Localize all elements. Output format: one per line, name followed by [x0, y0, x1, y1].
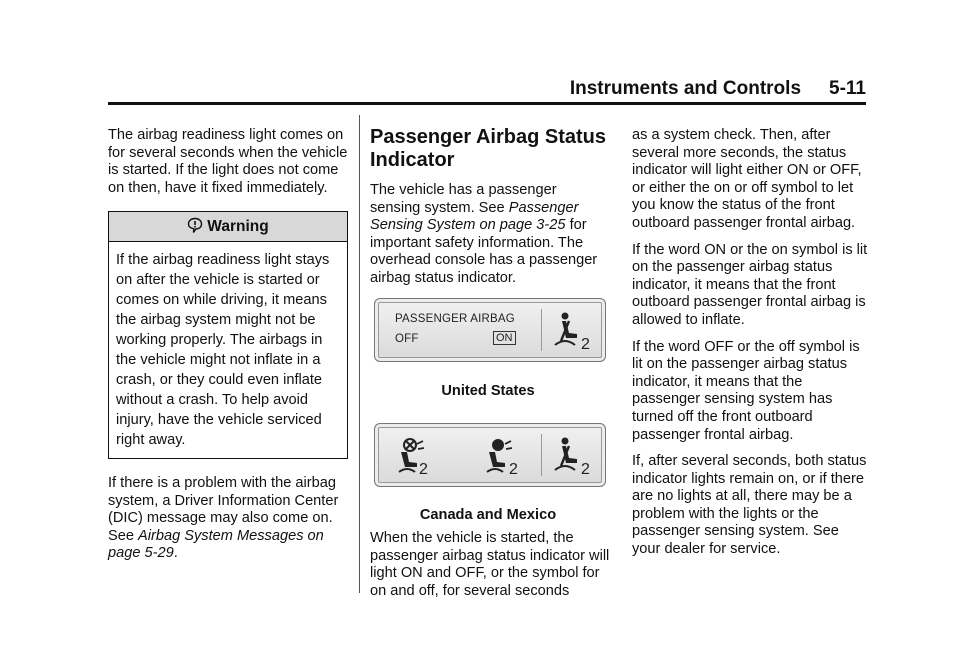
header-rule: [108, 102, 866, 105]
panel-passenger-airbag-label: PASSENGER AIRBAG: [395, 313, 515, 325]
panel-divider-ca: [541, 434, 542, 476]
warning-icon: [187, 217, 203, 234]
seated-passenger-icon-ca: [553, 436, 597, 476]
warning-body: If the airbag readiness light stays on after the vehicle is started or comes on while driving, it means the airbag system might not be working properly. The airbags in the vehicle might not inflate in a crash, or they could even inflate without a crash. To help avoid injury, have the vehicle serviced right away.: [116, 251, 330, 448]
airbag-on-icon: [483, 436, 527, 476]
column-divider: [359, 115, 360, 593]
caption-canada-mexico: Canada and Mexico: [419, 507, 557, 523]
page-header: [108, 78, 866, 100]
column-2-bottom: [370, 530, 610, 609]
dic-paragraph: [108, 475, 348, 563]
col3-paragraph-3: If the word OFF or the off symbol is lit on the passenger airbag status indicator, it means that the passenger sensing system has turned off the front outboard passenger frontal airbag.: [632, 338, 860, 443]
panel-ca-number-1: 2: [419, 461, 428, 476]
column-2: [370, 127, 610, 297]
us-indicator-panel: [374, 298, 606, 362]
startup-paragraph: When the vehicle is started, the passenger airbag status indicator will light ON and OFF, or the symbol for on and off, for several seconds: [370, 530, 610, 599]
column-3: [632, 127, 870, 568]
dic-text: If there is a problem with the airbag system, a Driver Information Center (DIC) message may also come on. See: [108, 474, 339, 544]
caption-united-states: United States: [441, 383, 535, 399]
panel-off-label: OFF: [395, 333, 419, 345]
sensing-reference-link[interactable]: Passenger Sensing System on page 3-25: [370, 199, 579, 234]
airbag-off-icon: [397, 436, 441, 476]
page-number: 5-11: [829, 78, 866, 99]
panel-ca-number-3: 2: [581, 461, 590, 476]
warning-box: [108, 211, 348, 459]
dic-end: .: [173, 545, 178, 562]
col3-paragraph-1: as a system check. Then, after several more seconds, the status indicator will light either ON or OFF, or either the on or off symbol to let you know the status of the front outboard passenger frontal airbag.: [632, 127, 862, 231]
intro-paragraph: The airbag readiness light comes on for several seconds when the vehicle is started. If the light does not come on then, have it fixed immediately.: [108, 127, 348, 196]
panel-divider: [541, 309, 542, 351]
sensing-text-a: The vehicle has a passenger sensing system. See: [370, 182, 557, 216]
warning-header: [109, 212, 347, 242]
sensing-text-b: for important safety information. The overhead console has a passenger airbag status indicator.: [370, 217, 598, 286]
sensing-paragraph: [370, 182, 610, 288]
warning-title: Warning: [207, 218, 269, 236]
header-title: Instruments and Controls: [569, 78, 802, 99]
section-heading: Passenger Airbag Status Indicator: [370, 126, 607, 171]
panel-on-label: ON: [493, 331, 516, 345]
panel-us-number: 2: [581, 336, 590, 351]
seated-passenger-icon: [553, 311, 597, 351]
panel-ca-number-2: 2: [509, 461, 518, 476]
col3-paragraph-4: If, after several seconds, both status indicator lights remain on, or if there are no lights at all, there may be a problem with the lights or the passenger sensing system. See your dealer for service.: [632, 453, 867, 558]
column-1: [108, 127, 348, 572]
col3-paragraph-2: If the word ON or the on symbol is lit on the passenger airbag status indicator, it means that the front outboard passenger frontal airbag is allowed to inflate.: [632, 241, 868, 328]
canada-indicator-panel: [374, 423, 606, 487]
dic-reference-link[interactable]: Airbag System Messages on page 5-29: [108, 527, 324, 562]
